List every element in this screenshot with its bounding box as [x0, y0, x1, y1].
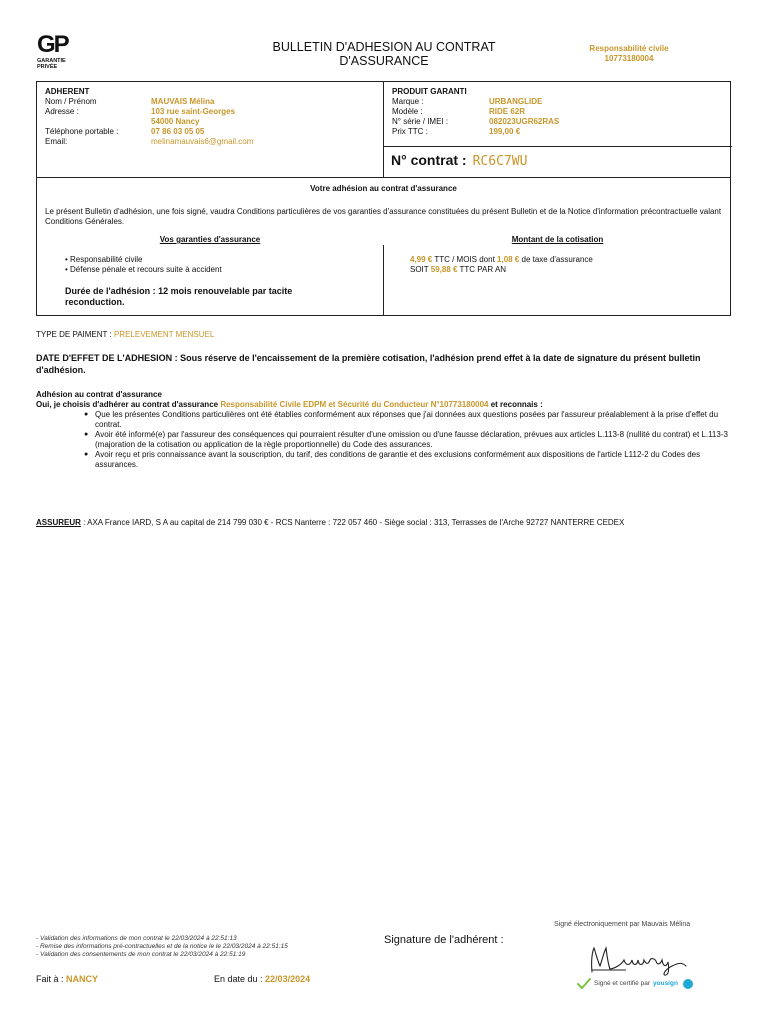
product-title: PRODUIT GARANTI [392, 87, 467, 96]
monthly-line [410, 255, 720, 265]
document-title [250, 40, 518, 68]
main-frame [36, 81, 731, 316]
date-value: 22/03/2024 [265, 974, 311, 984]
validation-item: - Validation des consentements de mon contrat le 22/03/2024 à 22:51:19 [36, 951, 246, 958]
validation-item: - Remise des informations pré-contractuelles et de la notice le le 22/03/2024 à 22:51:15 [36, 943, 288, 950]
name-row [45, 97, 375, 107]
adherent-section [45, 87, 375, 147]
divider-vertical-top [383, 82, 384, 177]
serial-row [392, 117, 722, 127]
guarantee-item-2: • Défense pénale et recours suite à accident [65, 265, 222, 274]
serial-label: N° série / IMEI : [392, 117, 449, 126]
yousign-certification [577, 978, 693, 990]
consent-lead-prefix: Oui, je choisis d'adhérer au contrat d'assurance [36, 400, 221, 409]
adherent-title: ADHERENT [45, 87, 90, 96]
date-label: En date du : [214, 974, 266, 984]
effect-date: DATE D'EFFET DE L'ADHESION : Sous réserve de l'encaissement de la première cotisation, l'adhésion prend effet à la date de signature du présent bulletin d'adhésion. [36, 353, 701, 375]
logo-mark: GP [37, 31, 68, 58]
consent-title: Adhésion au contrat d'assurance [36, 390, 162, 399]
product-reference [570, 44, 688, 64]
model-label: Modèle : [392, 107, 423, 116]
title-line2: D'ASSURANCE [339, 54, 429, 68]
consent-lead-suffix: et reconnais : [488, 400, 543, 409]
signed-note: Signé électroniquement par Mauvais Mélina [554, 921, 691, 928]
yousign-brand: yousign [653, 979, 678, 987]
adhesion-paragraph: Le présent Bulletin d'adhésion, une fois signé, vaudra Conditions particulières de vos garanties d'assurance constituées du présent Bulletin et de la Notice d'information précontractuelle valant Conditions Générales. [45, 207, 722, 226]
insurer-line [36, 518, 736, 528]
amount-title: Montant de la cotisation [511, 235, 604, 244]
consent-section [36, 390, 736, 470]
payment-label: TYPE DE PAIMENT : [36, 330, 114, 339]
phone-value: 07 86 03 05 05 [151, 127, 205, 136]
product-section [392, 87, 722, 137]
address-label: Adresse : [45, 107, 79, 116]
product-number: 10773180004 [604, 54, 654, 63]
place-value: NANCY [66, 974, 99, 984]
contract-number [391, 152, 527, 170]
yearly-prefix: SOIT [410, 265, 431, 274]
divider-contract [383, 146, 732, 147]
monthly-text: TTC / MOIS dont [432, 255, 498, 264]
email-row [45, 137, 375, 147]
email-value: melinamauvais6@gmail.com [151, 137, 254, 146]
contract-value: RC6C7WU [472, 154, 528, 169]
address-line2: 54000 Nancy [151, 117, 200, 126]
brand-label: Marque : [392, 97, 424, 106]
guarantees-title: Vos garanties d'assurance [159, 235, 261, 244]
price-value: 199,00 € [489, 127, 521, 136]
check-icon [577, 978, 591, 990]
product-label: Responsabilité civile [589, 44, 669, 53]
monthly-value: 4,99 € [410, 255, 433, 264]
contract-label: N° contrat : [391, 152, 467, 168]
payment-type [36, 330, 214, 340]
address-row-2 [45, 117, 375, 127]
validation-item: - Validation des informations de mon contrat le 22/03/2024 à 22:51:13 [36, 935, 237, 942]
certified-text: Signé et certifié par [594, 979, 651, 987]
handwritten-signature [586, 942, 690, 978]
title-line1: BULLETIN D'ADHESION AU CONTRAT [272, 40, 496, 54]
brand-value: URBANGLIDE [489, 97, 543, 106]
consent-list [84, 410, 732, 470]
consent-item: ● Avoir été informé(e) par l'assureur des conséquences qui pourraient résulter d'une omission ou d'une fausse déclaration, prévues aux articles L.113-8 (nullité du contrat) et L.113-3 (majoration de la cotisation ou application de la règle proportionnelle) du Code des assurances. [84, 430, 732, 450]
serial-value: 082023UGR62RAS [489, 117, 560, 126]
place-label: Fait à : [36, 974, 67, 984]
phone-label: Téléphone portable : [45, 127, 119, 136]
consent-item: ● Que les présentes Conditions particulières ont été établies conformément aux réponses que j'ai données aux questions posées par l'assureur préalablement à la prise d'effet du contrat. [84, 410, 732, 430]
yearly-line [410, 265, 720, 275]
yearly-text: TTC PAR AN [457, 265, 507, 274]
price-row [392, 127, 722, 137]
divider-horizontal [37, 177, 730, 178]
adhesion-title: Votre adhésion au contrat d'assurance [310, 184, 457, 193]
phone-row [45, 127, 375, 137]
model-row [392, 107, 722, 117]
brand-row [392, 97, 722, 107]
name-label: Nom / Prénom [45, 97, 97, 106]
validation-log [36, 935, 376, 959]
duration-text: Durée de l'adhésion : 12 mois renouvelable par tacite reconduction. [65, 286, 293, 307]
guarantees-list [65, 255, 365, 275]
consent-item: ● Avoir reçu et pris connaissance avant la souscription, du tarif, des conditions de garantie et des exclusions conformément aux dispositions de l'article L112-2 du Codes des assurances. [84, 450, 732, 470]
divider-vertical-bottom [383, 245, 384, 316]
tax-text: de taxe d'assurance [519, 255, 593, 264]
gp-logo [37, 31, 77, 70]
signature-label: Signature de l'adhérent : [384, 934, 504, 946]
email-label: Email: [45, 137, 68, 146]
address-row [45, 107, 375, 117]
model-value: RIDE 62R [489, 107, 526, 116]
payment-value: PRELEVEMENT MENSUEL [113, 330, 215, 339]
logo-line2: PRIVÉE [37, 64, 58, 70]
date-line [214, 974, 310, 985]
guarantee-item-1: • Responsabilité civile [65, 255, 143, 264]
yearly-value: 59,88 € [430, 265, 458, 274]
insurer-label: ASSUREUR [36, 518, 81, 527]
logo-line1: GARANTIE [37, 58, 66, 64]
tax-value: 1,08 € [497, 255, 520, 264]
place-line [36, 974, 98, 985]
amount-block [410, 255, 720, 275]
consent-lead [36, 400, 736, 410]
consent-lead-product: Responsabilité Civile EDPM et Sécurité du Conducteur N°10773180004 [220, 400, 489, 409]
insurer-text: : AXA France IARD, S A au capital de 214 799 030 € - RCS Nanterre : 722 057 460 - Siège social : 313, Terrasses de l'Arche 92727 NANTERRE CEDEX [80, 518, 625, 527]
price-label: Prix TTC : [392, 127, 428, 136]
name-value: MAUVAIS Mélina [151, 97, 215, 106]
address-line1: 103 rue saint-Georges [151, 107, 236, 116]
yousign-badge-icon [683, 979, 693, 989]
